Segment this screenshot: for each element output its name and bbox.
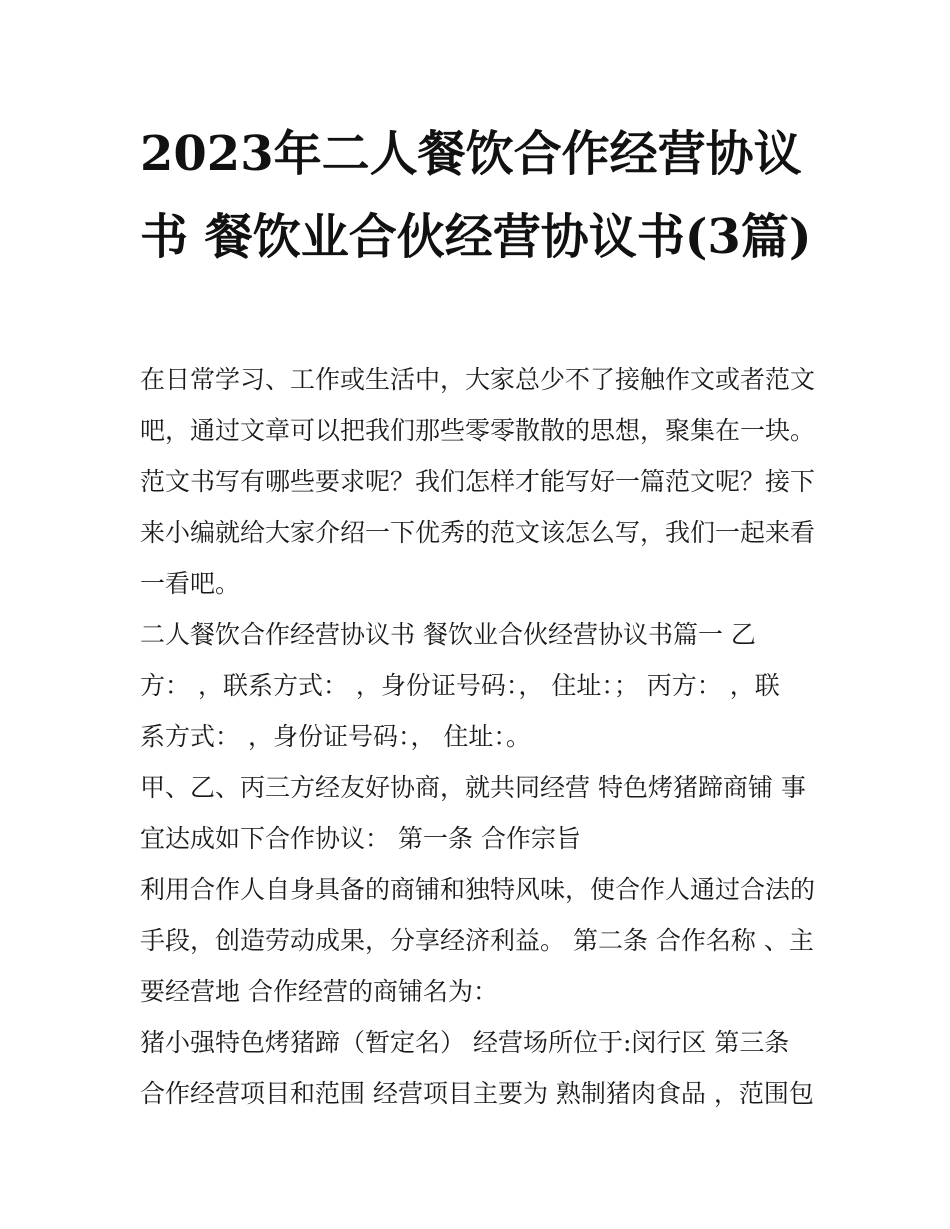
- body-line: 手段，创造劳动成果，分享经济利益。 第二条 合作名称 、主: [140, 926, 814, 955]
- body-line: 在日常学习、工作或生活中，大家总少不了接触作文或者范文: [140, 365, 816, 394]
- body-line: 二人餐饮合作经营协议书 餐饮业合伙经营协议书篇一 乙: [140, 620, 756, 649]
- document-body: [140, 354, 820, 1119]
- body-line: 宜达成如下合作协议： 第一条 合作宗旨: [140, 824, 581, 853]
- body-line: 一看吧。: [140, 569, 241, 598]
- body-line: 吧，通过文章可以把我们那些零零散散的思想，聚集在一块。: [140, 416, 816, 445]
- body-line: 猪小强特色烤猪蹄（暂定名） 经营场所位于:闵行区 第三条: [140, 1028, 790, 1057]
- body-line: 方： ，联系方式： ，身份证号码：， 住址：； 丙方： ，联: [140, 671, 780, 700]
- body-line: 要经营地 合作经营的商铺名为：: [140, 977, 498, 1006]
- body-line: 来小编就给大家介绍一下优秀的范文该怎么写，我们一起来看: [140, 518, 816, 547]
- body-line: 范文书写有哪些要求呢？我们怎样才能写好一篇范文呢？接下: [140, 467, 816, 496]
- body-line: 合作经营项目和范围 经营项目主要为 熟制猪肉食品 ，范围包: [140, 1079, 814, 1108]
- body-line: 利用合作人自身具备的商铺和独特风味，使合作人通过合法的: [140, 875, 816, 904]
- body-line: 系方式： ，身份证号码：， 住址：。: [140, 722, 531, 751]
- document-title: 2023年二人餐饮合作经营协议书 餐饮业合伙经营协议书(3篇): [140, 126, 812, 265]
- body-line: 甲、乙、丙三方经友好协商，就共同经营 特色烤猪蹄商铺 事: [140, 773, 806, 802]
